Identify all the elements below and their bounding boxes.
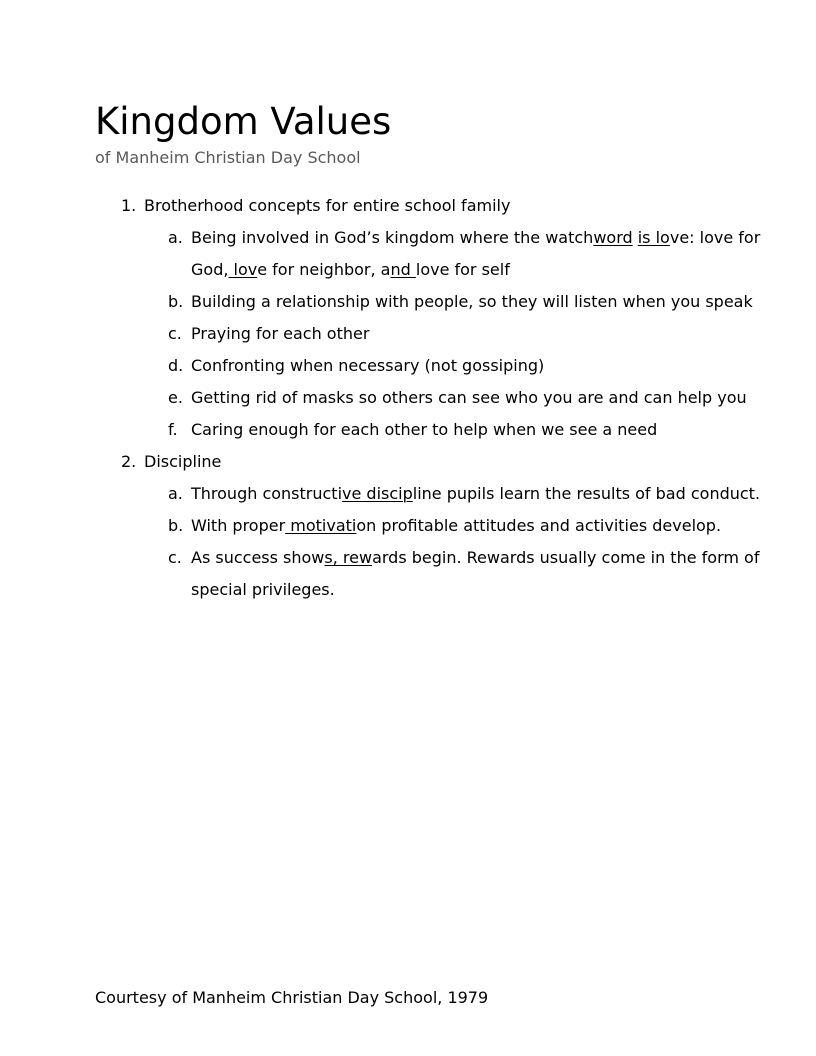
text-run: on profitable attitudes and activities develop. (356, 516, 722, 535)
underlined-text-run: ve discip (342, 484, 413, 503)
sub-outline-item-label (191, 542, 762, 606)
underlined-text-run: word (593, 228, 633, 247)
outline-item-label: Brotherhood concepts for entire school family (144, 196, 511, 215)
text-run: love for self (415, 260, 510, 279)
text-run: Caring enough for each other to help when we see a need (191, 420, 658, 439)
text-run: Being involved in God’s kingdom where the watch (191, 228, 594, 247)
text-run: Getting rid of masks so others can see who you are and can help you (191, 388, 747, 407)
sub-outline-item-marker: b. (168, 516, 184, 535)
sub-outline-item-marker: c. (168, 548, 182, 567)
outline-item-marker: 1. (121, 196, 137, 215)
outline-item-marker: 2. (121, 452, 137, 471)
sub-outline-item-label (191, 350, 762, 382)
sub-outline-item (0, 350, 816, 382)
outline-item-row (0, 190, 816, 222)
sub-outline-item (0, 222, 816, 286)
sub-outline-item (0, 382, 816, 414)
underlined-text-run: lov (228, 260, 258, 279)
text-run: Confronting when necessary (not gossiping) (191, 356, 545, 375)
underlined-text-run: nd (390, 260, 416, 279)
text-run: e for neighbor, a (257, 260, 391, 279)
sub-outline-item (0, 510, 816, 542)
sub-outline-item-label (191, 414, 762, 446)
outline-item (0, 446, 816, 606)
text-run: ve: love for God, (191, 228, 761, 279)
outline-item-label: Discipline (144, 452, 222, 471)
sub-outline-item-marker: e. (168, 388, 183, 407)
sub-outline-item-marker: b. (168, 292, 184, 311)
text-run: Through constructi (191, 484, 343, 503)
page-subtitle: of Manheim Christian Day School (95, 148, 361, 167)
document-header (95, 100, 765, 169)
page-title: Kingdom Values (95, 100, 392, 143)
underlined-text-run: motivati (285, 516, 357, 535)
text-run: With proper (191, 516, 286, 535)
sub-outline-item-marker: d. (168, 356, 184, 375)
sub-outline-list (0, 478, 816, 606)
sub-outline-item-label (191, 478, 762, 510)
outline-item-row (0, 446, 816, 478)
sub-outline-item (0, 286, 816, 318)
outline-item (0, 190, 816, 446)
text-run: line pupils learn the results of bad conduct. (412, 484, 761, 503)
sub-outline-item-label (191, 382, 762, 414)
text-run: Building a relationship with people, so they will listen when you speak (191, 292, 753, 311)
outline-list (0, 190, 816, 606)
sub-outline-item-label (191, 222, 762, 286)
underlined-text-run: s, rew (324, 548, 373, 567)
sub-outline-item-label (191, 510, 762, 542)
text-run: Praying for each other (191, 324, 370, 343)
sub-outline-list (0, 222, 816, 446)
sub-outline-item-marker: a. (168, 228, 183, 247)
sub-outline-item-marker: c. (168, 324, 182, 343)
sub-outline-item (0, 542, 816, 606)
sub-outline-item-marker: f. (168, 420, 178, 439)
sub-outline-item-label (191, 318, 762, 350)
underlined-text-run: is lo (637, 228, 670, 247)
sub-outline-item (0, 318, 816, 350)
document-footer: Courtesy of Manheim Christian Day School, 1979 (95, 988, 489, 1007)
sub-outline-item (0, 478, 816, 510)
text-run: As success show (191, 548, 325, 567)
sub-outline-item-marker: a. (168, 484, 183, 503)
sub-outline-item (0, 414, 816, 446)
text-run: ards begin. Rewards usually come in the form of special privileges. (191, 548, 760, 599)
sub-outline-item-label (191, 286, 762, 318)
